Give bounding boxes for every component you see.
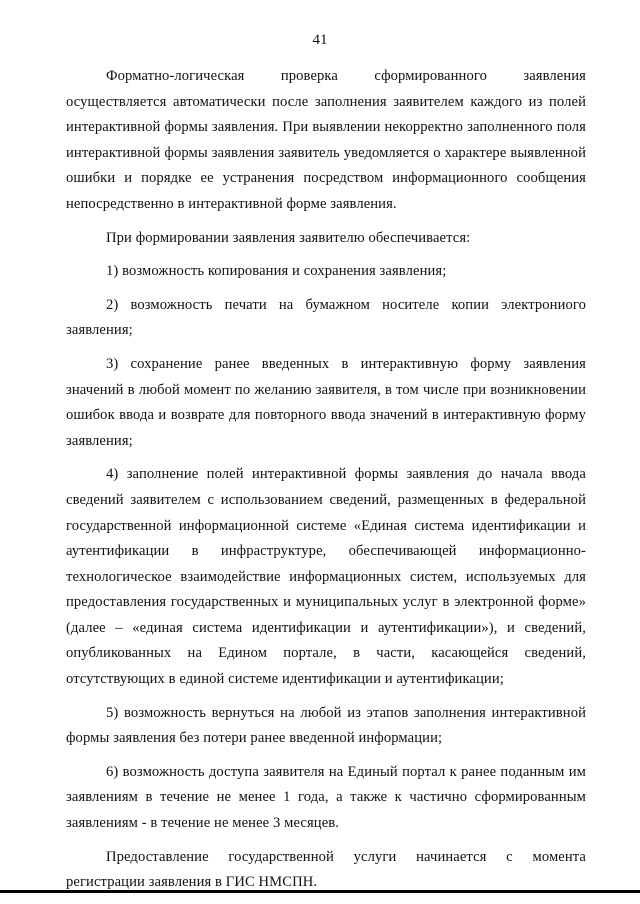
list-item-return-step: 5) возможность вернуться на любой из этапов заполнения интерактивной формы заявления без потери ранее введенной информации; (66, 704, 586, 747)
paragraph-service-start: Предоставление государственной услуги начинается с момента регистрации заявления в ГИС НМСПН. (66, 848, 586, 891)
list-item-print: 2) возможность печати на бумажном носителе копии электрониого заявления; (66, 296, 586, 339)
list-item-access-history: 6) возможность доступа заявителя на Единый портал к ранее поданным им заявлениям в течение не менее 1 года, а также к частично сформированным заявлениям - в течение не менее 3 месяцев. (66, 763, 586, 832)
document-body (66, 64, 586, 904)
list-item-copy-save: 1) возможность копирования и сохранения заявления; (106, 263, 447, 280)
page-number: 41 (312, 32, 328, 48)
paragraph-format-check: Форматно-логическая проверка сформированного заявления осуществляется автоматически после заполнения заявителем каждого из полей интерактивной формы заявления. При выявлении некорректно заполненного поля интерактивной формы заявления заявитель уведомляется о характере выявленной ошибки и порядке ее устранения посредством информационного сообщения непосредственно в интерактивной форме заявления. (66, 68, 586, 212)
list-item-save-values: 3) сохранение ранее введенных в интерактивную форму заявления значений в любой момент по желанию заявителя, в том числе при возникновении ошибок ввода и возврате для повторного ввода значений в интерактивную форму заявления; (66, 355, 586, 449)
paragraph-provision-intro: При формировании заявления заявителю обеспечивается: (106, 229, 471, 246)
list-item-prefill: 4) заполнение полей интерактивной формы заявления до начала ввода сведений заявителем с использованием сведений, размещенных в федеральной государственной информационной системе «Единая система идентификации и аутентификации в инфраструктуре, обеспечивающей информационно-технологическое взаимодействие информационных систем, используемых для предоставления государственных и муниципальных услуг в электронной форме» (далее – «единая система идентификации и аутентификации»), и сведений, опубликованных на Едином портале, в части, касающейся сведений, отсутствующих в единой системе идентификации и аутентификации; (66, 466, 586, 688)
footer-rule (0, 890, 640, 893)
